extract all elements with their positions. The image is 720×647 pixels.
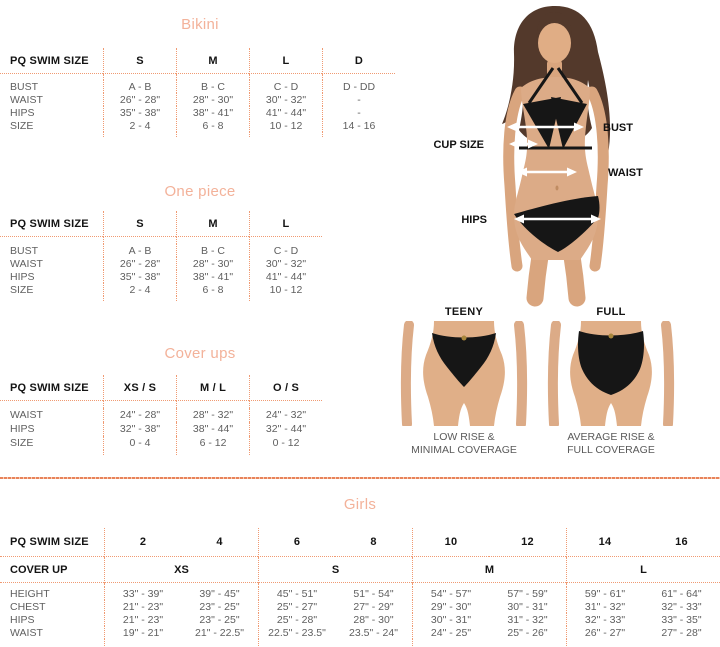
- table-cell: A - B: [103, 244, 176, 257]
- column-header: S: [103, 48, 176, 74]
- table-cell: 21" - 23": [104, 613, 181, 626]
- table-cell: 6 - 12: [176, 436, 249, 450]
- bikini-section-title: Bikini: [181, 16, 219, 33]
- table-cell: 31" - 32": [507, 613, 548, 626]
- table-cell: 0 - 12: [249, 436, 322, 450]
- row-label: HIPS: [10, 270, 35, 283]
- column-header: PQ SWIM SIZE: [0, 528, 104, 557]
- waist-label: WAIST: [608, 167, 643, 179]
- table-cell: 28" - 30": [176, 93, 249, 106]
- table-cell: 54" - 57": [412, 587, 489, 600]
- column-header: 14: [566, 528, 643, 557]
- table-cell: A - B: [103, 80, 176, 93]
- table-cell: 32" - 38": [103, 422, 176, 436]
- row-label: HEIGHT: [10, 587, 50, 600]
- table-cell: 25" - 26": [507, 626, 548, 639]
- table-cell: B - C: [176, 80, 249, 93]
- column-header: M / L: [176, 375, 249, 401]
- row-label: HIPS: [10, 423, 35, 435]
- model-face: [538, 23, 571, 63]
- table-cell: 31" - 32": [566, 600, 643, 613]
- gold-ring-detail: [462, 336, 467, 341]
- row-label: WAIST: [10, 626, 43, 639]
- table-cell: 30" - 32": [249, 93, 322, 106]
- table-cell: 41" - 44": [249, 270, 322, 283]
- table-cell: 32" - 33": [661, 600, 702, 613]
- table-cell: C - D: [249, 80, 322, 93]
- cover-ups-size-table: [0, 375, 322, 455]
- column-header: L: [249, 211, 322, 237]
- cover-up-group: L: [566, 557, 720, 583]
- cover-up-group: M: [412, 557, 566, 583]
- column-header: D: [322, 48, 395, 74]
- full-caption: AVERAGE RISE & FULL COVERAGE: [567, 431, 655, 456]
- table-cell: 30" - 31": [507, 600, 548, 613]
- table-cell: 14 - 16: [322, 119, 395, 132]
- table-cell: 26" - 28": [103, 93, 176, 106]
- row-label: WAIST: [10, 93, 43, 106]
- cover-ups-section-title: Cover ups: [164, 345, 236, 362]
- row-label: SIZE: [10, 119, 34, 132]
- table-cell: 29" - 30": [412, 600, 489, 613]
- table-cell: 25" - 28": [258, 613, 335, 626]
- table-cell: 39" - 45": [199, 587, 240, 600]
- row-label: BUST: [10, 80, 39, 93]
- cover-up-group: XS: [104, 557, 258, 583]
- table-cell: 24" - 28": [103, 408, 176, 422]
- table-cell: 22.5" - 23.5": [258, 626, 335, 639]
- column-header: PQ SWIM SIZE: [0, 211, 103, 237]
- column-header: 4: [181, 528, 258, 557]
- table-cell: -: [322, 93, 395, 106]
- teeny-caption: LOW RISE & MINIMAL COVERAGE: [411, 431, 517, 456]
- table-cell: 32" - 44": [249, 422, 322, 436]
- table-cell: 35" - 38": [103, 106, 176, 119]
- table-cell: 28" - 32": [176, 408, 249, 422]
- table-cell: 38" - 44": [176, 422, 249, 436]
- table-cell: 2 - 4: [103, 119, 176, 132]
- model-navel: [556, 186, 559, 191]
- section-divider: [0, 477, 720, 479]
- table-cell: 51" - 54": [353, 587, 394, 600]
- bikini-size-table: [0, 48, 395, 137]
- column-header: 6: [258, 528, 335, 557]
- row-label: HIPS: [10, 106, 35, 119]
- full-coverage-column: [545, 306, 677, 457]
- table-cell: 32" - 33": [566, 613, 643, 626]
- column-header: XS / S: [103, 375, 176, 401]
- row-label: CHEST: [10, 600, 46, 613]
- table-cell: 26" - 28": [103, 257, 176, 270]
- measurement-diagram: [420, 0, 720, 310]
- table-cell: 23" - 25": [199, 613, 240, 626]
- table-cell: 21" - 22.5": [195, 626, 244, 639]
- table-cell: 27" - 29": [353, 600, 394, 613]
- table-cell: D - DD: [322, 80, 395, 93]
- table-cell: 28" - 30": [353, 613, 394, 626]
- table-cell: 0 - 4: [103, 436, 176, 450]
- bust-label: BUST: [603, 122, 633, 134]
- model-arm-left: [509, 92, 520, 266]
- table-cell: 45" - 51": [258, 587, 335, 600]
- column-header: 10: [412, 528, 489, 557]
- table-cell: 2 - 4: [103, 283, 176, 296]
- table-cell: 27" - 28": [661, 626, 702, 639]
- column-header: S: [103, 211, 176, 237]
- column-header: M: [176, 48, 249, 74]
- table-cell: 41" - 44": [249, 106, 322, 119]
- teeny-coverage-column: [398, 306, 530, 457]
- column-header: 2: [104, 528, 181, 557]
- column-header: 8: [335, 528, 412, 557]
- table-cell: 28" - 30": [176, 257, 249, 270]
- hips-label: HIPS: [461, 214, 487, 226]
- table-cell: 30" - 32": [249, 257, 322, 270]
- table-cell: 23.5" - 24": [349, 626, 398, 639]
- row-label: WAIST: [10, 257, 43, 270]
- table-cell: 57" - 59": [507, 587, 548, 600]
- row-label: COVER UP: [0, 557, 104, 583]
- row-label: HIPS: [10, 613, 35, 626]
- table-cell: 38" - 41": [176, 270, 249, 283]
- column-header: M: [176, 211, 249, 237]
- table-cell: 19" - 21": [104, 626, 181, 639]
- table-cell: -: [322, 106, 395, 119]
- gold-ring-detail: [609, 334, 614, 339]
- column-header: PQ SWIM SIZE: [0, 48, 103, 74]
- teeny-title: TEENY: [444, 306, 484, 318]
- column-header: L: [249, 48, 322, 74]
- table-cell: 6 - 8: [176, 119, 249, 132]
- cover-up-group: S: [258, 557, 412, 583]
- table-cell: 26" - 27": [566, 626, 643, 639]
- table-cell: 21" - 23": [104, 600, 181, 613]
- table-cell: 35" - 38": [103, 270, 176, 283]
- column-header: O / S: [249, 375, 322, 401]
- cup-size-label: CUP SIZE: [433, 139, 484, 151]
- table-cell: B - C: [176, 244, 249, 257]
- row-label: SIZE: [10, 437, 34, 449]
- model-arm-right: [592, 92, 603, 266]
- row-label: SIZE: [10, 283, 34, 296]
- row-label: BUST: [10, 244, 39, 257]
- table-cell: 61" - 64": [661, 587, 702, 600]
- table-cell: 38" - 41": [176, 106, 249, 119]
- teeny-coverage-image: [398, 321, 530, 426]
- one-piece-size-table: [0, 211, 322, 301]
- girls-section-title: Girls: [343, 496, 377, 513]
- column-header: 16: [643, 528, 720, 557]
- table-cell: 33" - 39": [104, 587, 181, 600]
- coverage-comparison: [398, 306, 677, 457]
- full-title: FULL: [596, 306, 626, 318]
- table-cell: 10 - 12: [249, 119, 322, 132]
- row-label: WAIST: [10, 409, 43, 421]
- table-cell: 59" - 61": [566, 587, 643, 600]
- column-header: 12: [489, 528, 566, 557]
- table-cell: 6 - 8: [176, 283, 249, 296]
- table-cell: 24" - 25": [412, 626, 489, 639]
- table-cell: 10 - 12: [249, 283, 322, 296]
- girls-size-table: [0, 528, 720, 647]
- one-piece-section-title: One piece: [164, 183, 236, 200]
- table-cell: 23" - 25": [199, 600, 240, 613]
- table-cell: 25" - 27": [258, 600, 335, 613]
- column-header: PQ SWIM SIZE: [0, 375, 103, 401]
- table-cell: 33" - 35": [661, 613, 702, 626]
- table-cell: 24" - 32": [249, 408, 322, 422]
- table-cell: 30" - 31": [412, 613, 489, 626]
- full-coverage-image: [545, 321, 677, 426]
- table-cell: C - D: [249, 244, 322, 257]
